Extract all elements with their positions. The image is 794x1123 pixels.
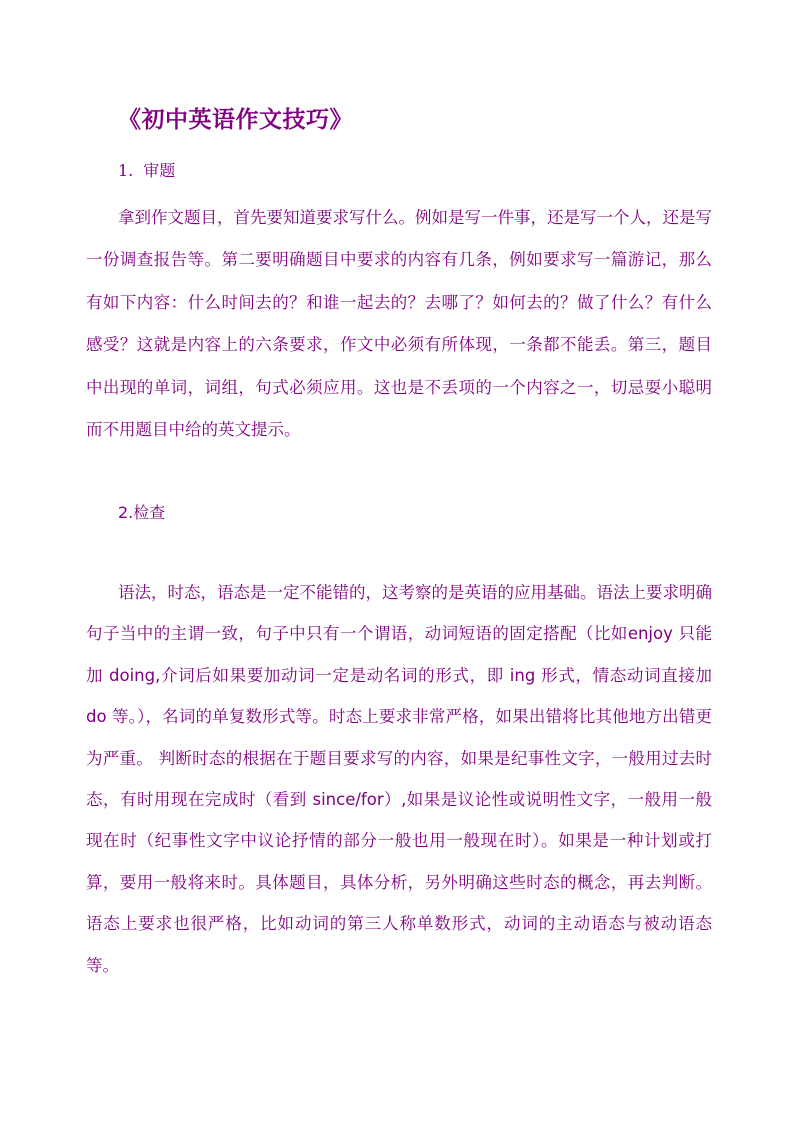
section-1-heading-text: 审题: [143, 161, 176, 180]
section-1-number: 1.: [118, 161, 134, 180]
section-1-paragraph: 拿到作文题目，首先要知道要求写什么。例如是写一件事，还是写一个人，还是写一份调查报告等。第二要明确题目中要求的内容有几条，例如要求写一篇游记，那么有如下内容：什么时间去的？和谁一起去的？去哪了？如何去的？做了什么？有什么感受？这就是内容上的六条要求，作文中必须有所体现，一条都不能丢。第三，题目中出现的单词，词组，句式必须应用。这也是不丢项的一个内容之一，切忌耍小聪明而不用题目中给的英文提示。: [86, 208, 712, 440]
section-2-paragraph: 语法，时态，语态是一定不能错的，这考察的是英语的应用基础。语法上要求明确句子当中的主谓一致，句子中只有一个谓语，动词短语的固定搭配（比如enjoy 只能加 doing,介词后如果要加动词一定是动名词的形式，即 ing 形式，情态动词直接加 do 等。），名词的单复数形式等。时态上要求非常严格，如果出错将比其他地方出错更为严重。 判断时态的根据在于题目要求写的内容，如果是纪事性文字，一般用过去时态，有时用现在完成时（看到 since/for）,如果是议论性或说明性文字，一般用一般现在时（纪事性文字中议论抒情的部分一般也用一般现在时）。如果是一种计划或打算，要用一般将来时。具体题目，具体分析，另外明确这些时态的概念，再去判断。语态上要求也很严格，比如动词的第三人称单数形式，动词的主动语态与被动语态等。: [86, 583, 712, 975]
section-2-heading: 2.检查: [118, 503, 166, 522]
document-title: 《初中英语作文技巧》: [118, 106, 353, 133]
section-1-heading: [118, 158, 175, 181]
